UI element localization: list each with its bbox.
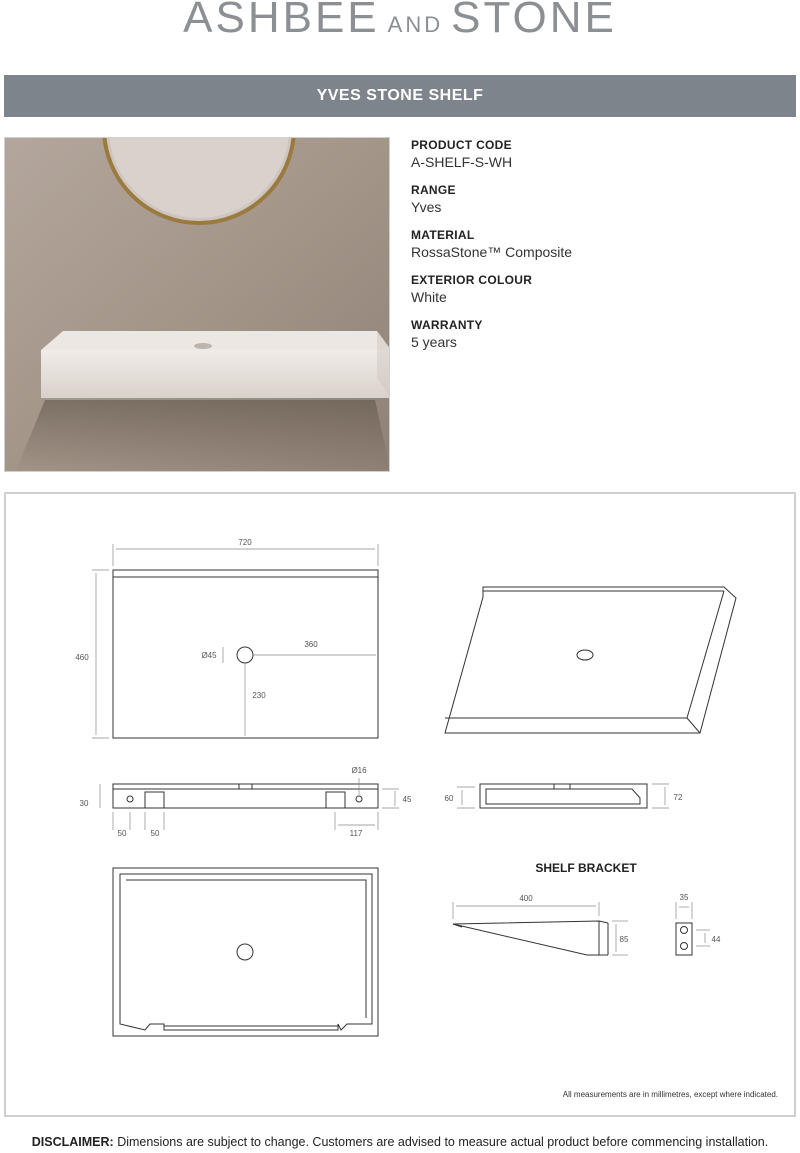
brand-word-3: STONE bbox=[451, 0, 617, 42]
dim-side-outer: 72 bbox=[673, 793, 683, 802]
spec-value: White bbox=[411, 289, 447, 305]
spec-list bbox=[411, 137, 781, 362]
product-photo bbox=[4, 137, 390, 472]
spec-warranty bbox=[411, 317, 781, 351]
spec-label: EXTERIOR COLOUR bbox=[411, 273, 533, 287]
bracket-side-drawing bbox=[453, 921, 608, 955]
spec-value: 5 years bbox=[411, 334, 457, 350]
disclaimer-label: DISCLAIMER: bbox=[31, 1135, 114, 1149]
brand-word-1: ASHBEE bbox=[183, 0, 380, 42]
disclaimer-text: Dimensions are subject to change. Customers are advised to measure actual product before commencing installation. bbox=[113, 1135, 769, 1149]
bottom-view-drawing bbox=[113, 868, 378, 1036]
spec-label: PRODUCT CODE bbox=[411, 138, 512, 152]
spec-range bbox=[411, 182, 781, 216]
side-view-drawing bbox=[480, 784, 647, 808]
dim-front-thickness: 30 bbox=[79, 799, 89, 808]
disclaimer bbox=[0, 1135, 800, 1149]
dim-side-inner: 60 bbox=[444, 794, 454, 803]
dim-top-width: 720 bbox=[238, 538, 252, 547]
bracket-end-drawing bbox=[676, 923, 692, 955]
dim-offset-b: 50 bbox=[150, 829, 160, 838]
product-title-bar bbox=[4, 75, 796, 117]
front-view-drawing bbox=[113, 784, 378, 808]
product-photo-illustration bbox=[5, 138, 390, 472]
product-title: YVES STONE SHELF bbox=[316, 87, 484, 104]
dim-offset-c: 117 bbox=[349, 829, 363, 838]
brand-logo bbox=[0, 0, 800, 40]
spec-exterior-colour bbox=[411, 272, 781, 306]
dim-bracket-height: 85 bbox=[619, 935, 629, 944]
spec-material bbox=[411, 227, 781, 261]
spec-product-code bbox=[411, 137, 781, 171]
brand-word-2: AND bbox=[387, 12, 444, 37]
isometric-view-drawing bbox=[445, 587, 736, 733]
spec-label: MATERIAL bbox=[411, 228, 475, 242]
spec-label: RANGE bbox=[411, 183, 456, 197]
dim-hole-x: 360 bbox=[304, 640, 318, 649]
dim-hole-y: 230 bbox=[252, 691, 266, 700]
dim-bracket-length: 400 bbox=[519, 894, 533, 903]
dim-front-height: 45 bbox=[402, 795, 412, 804]
spec-label: WARRANTY bbox=[411, 318, 483, 332]
spec-value: A-SHELF-S-WH bbox=[411, 154, 513, 170]
dim-bracket-hole-spacing: 44 bbox=[711, 935, 721, 944]
dim-offset-a: 50 bbox=[117, 829, 127, 838]
dim-top-depth: 460 bbox=[75, 653, 89, 662]
top-view-drawing bbox=[113, 570, 378, 738]
technical-drawing-panel bbox=[4, 492, 796, 1117]
dim-bracket-width: 35 bbox=[679, 893, 689, 902]
spec-value: RossaStone™ Composite bbox=[411, 244, 573, 260]
bracket-heading: SHELF BRACKET bbox=[535, 861, 637, 875]
technical-drawing bbox=[6, 494, 794, 1115]
dim-hole-diameter: Ø45 bbox=[201, 651, 217, 660]
dim-small-hole: Ø16 bbox=[351, 766, 367, 775]
spec-value: Yves bbox=[411, 199, 442, 215]
measurement-note: All measurements are in millimetres, except where indicated. bbox=[562, 1090, 778, 1099]
